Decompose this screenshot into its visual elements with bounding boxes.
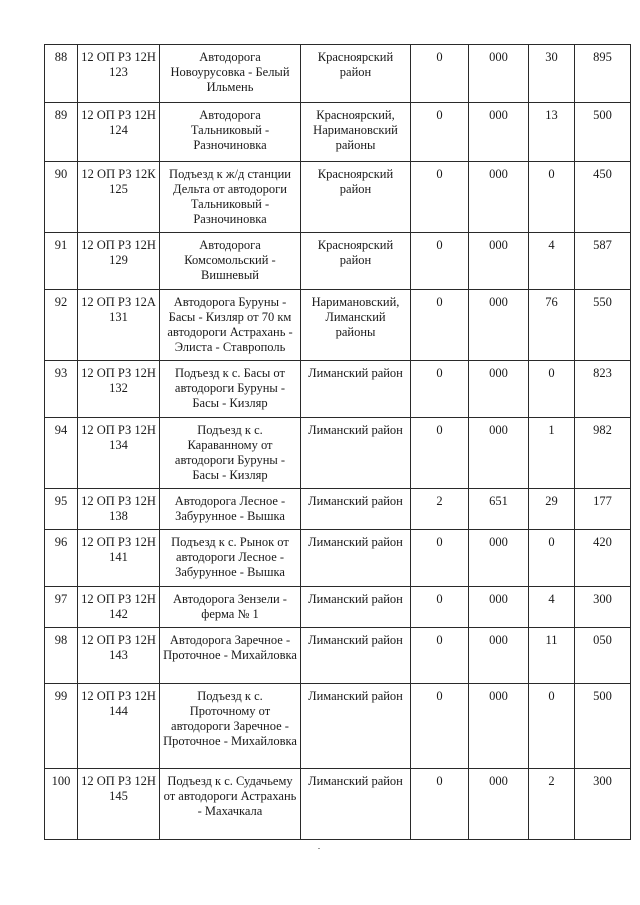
row-number: 94 [45,418,78,489]
scan-speck [318,848,320,849]
value-1: 0 [411,45,469,103]
road-name: Подъезд к с. Рынок от автодороги Лесное - Забурунное - Вышка [160,530,301,587]
district: Лиманский район [301,489,411,530]
value-4: 177 [575,489,631,530]
value-2: 000 [469,530,529,587]
row-number: 92 [45,290,78,361]
district: Лиманский район [301,418,411,489]
value-1: 0 [411,684,469,769]
value-4: 587 [575,233,631,290]
district: Красноярский район [301,233,411,290]
road-code-number: 143 [109,648,128,662]
road-code-number: 141 [109,550,128,564]
road-code-line: 12 ОП РЗ 12Н [81,535,156,549]
road-code [78,530,160,587]
table-row [45,489,631,530]
value-4: 550 [575,290,631,361]
road-code-number: 145 [109,789,128,803]
row-number: 88 [45,45,78,103]
table-row [45,769,631,840]
value-4: 450 [575,162,631,233]
value-4: 982 [575,418,631,489]
table-row [45,162,631,233]
road-name: Автодорога Лесное - Забурунное - Вышка [160,489,301,530]
value-4: 500 [575,684,631,769]
district: Лиманский район [301,361,411,418]
road-code-line: 12 ОП РЗ 12Н [81,774,156,788]
district: Красноярский район [301,45,411,103]
row-number: 95 [45,489,78,530]
road-code [78,489,160,530]
value-3: 0 [529,162,575,233]
table-row [45,628,631,684]
road-code [78,233,160,290]
value-1: 0 [411,103,469,162]
road-code-line: 12 ОП РЗ 12Н [81,494,156,508]
row-number: 97 [45,587,78,628]
value-3: 0 [529,530,575,587]
value-2: 000 [469,162,529,233]
value-1: 0 [411,361,469,418]
row-number: 100 [45,769,78,840]
road-code-line: 12 ОП РЗ 12Н [81,689,156,703]
value-3: 0 [529,684,575,769]
value-1: 0 [411,769,469,840]
value-4: 300 [575,769,631,840]
road-code [78,628,160,684]
value-1: 0 [411,290,469,361]
district: Лиманский район [301,684,411,769]
value-3: 30 [529,45,575,103]
value-1: 0 [411,162,469,233]
table-row [45,418,631,489]
value-4: 420 [575,530,631,587]
road-code [78,769,160,840]
road-code-number: 144 [109,704,128,718]
road-name: Подъезд к с. Проточному от автодороги Заречное - Проточное - Михайловка [160,684,301,769]
road-name: Автодорога Зензели - ферма № 1 [160,587,301,628]
value-2: 000 [469,103,529,162]
value-3: 2 [529,769,575,840]
value-2: 000 [469,233,529,290]
value-3: 13 [529,103,575,162]
district: Лиманский район [301,530,411,587]
value-2: 000 [469,418,529,489]
road-code [78,162,160,233]
road-code-line: 12 ОП РЗ 12А [81,295,156,309]
district: Лиманский район [301,587,411,628]
road-name: Автодорога Тальниковый - Разночиновка [160,103,301,162]
value-3: 11 [529,628,575,684]
table-row [45,361,631,418]
value-2: 000 [469,290,529,361]
road-code-number: 131 [109,310,128,324]
value-3: 4 [529,233,575,290]
value-2: 000 [469,361,529,418]
district: Наримановский, Лиманский районы [301,290,411,361]
road-name: Подъезд к с. Судачьему от автодороги Астрахань - Махачкала [160,769,301,840]
value-2: 000 [469,587,529,628]
value-3: 4 [529,587,575,628]
road-name: Подъезд к ж/д станции Дельта от автодороги Тальниковый - Разночиновка [160,162,301,233]
table-row [45,684,631,769]
road-code-line: 12 ОП РЗ 12Н [81,592,156,606]
road-code [78,684,160,769]
road-name: Автодорога Буруны - Басы - Кизляр от 70 км автодороги Астрахань - Элиста - Ставрополь [160,290,301,361]
road-code-line: 12 ОП РЗ 12Н [81,238,156,252]
road-name: Автодорога Заречное - Проточное - Михайловка [160,628,301,684]
road-code-line: 12 ОП РЗ 12Н [81,366,156,380]
district: Красноярский, Наримановский районы [301,103,411,162]
row-number: 99 [45,684,78,769]
value-4: 050 [575,628,631,684]
road-code [78,45,160,103]
road-code-number: 138 [109,509,128,523]
value-4: 895 [575,45,631,103]
road-code-line: 12 ОП РЗ 12К [81,167,156,181]
road-code-number: 142 [109,607,128,621]
road-code-line: 12 ОП РЗ 12Н [81,633,156,647]
road-name: Подъезд к с. Басы от автодороги Буруны - Басы - Кизляр [160,361,301,418]
row-number: 91 [45,233,78,290]
value-2: 000 [469,628,529,684]
road-code [78,587,160,628]
table-row [45,45,631,103]
value-4: 300 [575,587,631,628]
district: Красноярский район [301,162,411,233]
value-2: 000 [469,684,529,769]
road-code-number: 125 [109,182,128,196]
value-1: 2 [411,489,469,530]
road-code-line: 12 ОП РЗ 12Н [81,108,156,122]
row-number: 89 [45,103,78,162]
roads-table-body [45,45,631,840]
value-1: 0 [411,418,469,489]
value-4: 500 [575,103,631,162]
road-code-number: 124 [109,123,128,137]
value-1: 0 [411,530,469,587]
value-2: 000 [469,45,529,103]
row-number: 93 [45,361,78,418]
road-code-number: 134 [109,438,128,452]
road-name: Автодорога Новоурусовка - Белый Ильмень [160,45,301,103]
value-3: 1 [529,418,575,489]
value-1: 0 [411,587,469,628]
road-code-number: 129 [109,253,128,267]
table-row [45,103,631,162]
value-3: 29 [529,489,575,530]
value-1: 0 [411,233,469,290]
table-row [45,587,631,628]
table-row [45,290,631,361]
row-number: 98 [45,628,78,684]
district: Лиманский район [301,769,411,840]
road-code [78,361,160,418]
row-number: 96 [45,530,78,587]
road-code-line: 12 ОП РЗ 12Н [81,423,156,437]
road-code [78,418,160,489]
road-code-number: 132 [109,381,128,395]
value-3: 0 [529,361,575,418]
table-row [45,530,631,587]
district: Лиманский район [301,628,411,684]
value-2: 651 [469,489,529,530]
road-code [78,290,160,361]
road-code-number: 123 [109,65,128,79]
road-code [78,103,160,162]
value-1: 0 [411,628,469,684]
value-3: 76 [529,290,575,361]
road-code-line: 12 ОП РЗ 12Н [81,50,156,64]
row-number: 90 [45,162,78,233]
table-row [45,233,631,290]
road-name: Автодорога Комсомольский - Вишневый [160,233,301,290]
value-4: 823 [575,361,631,418]
road-name: Подъезд к с. Караванному от автодороги Буруны - Басы - Кизляр [160,418,301,489]
roads-table [44,44,631,840]
value-2: 000 [469,769,529,840]
